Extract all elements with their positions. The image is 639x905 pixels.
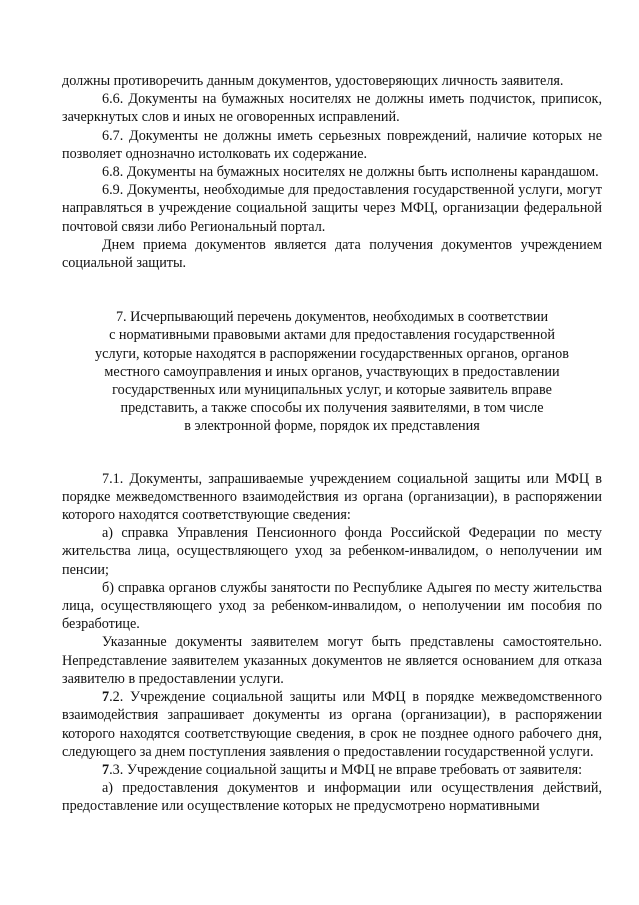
section-7-heading: [62, 308, 602, 435]
paragraph-self-submission: Указанные документы заявителем могут быть представлены самостоятельно. Непредставление заявителем указанных документов не является основанием для отказа заявителю в предоставлении услуги.: [62, 634, 602, 687]
paragraph-7-3-a: а) предоставления документов и информации или осуществления действий, предоставление или осуществление которых не предусмотрено нормативными: [62, 780, 602, 815]
paragraph-6-7: 6.7. Документы не должны иметь серьезных повреждений, наличие которых не позволяет однозначно истолковать их содержание.: [62, 127, 602, 162]
clause-number: 7: [102, 689, 110, 706]
heading-line: в электронной форме, порядок их представления: [184, 418, 480, 435]
clause-number: 7: [102, 761, 110, 778]
heading-line: с нормативными правовыми актами для предоставления государственной: [109, 327, 555, 344]
paragraph-7-1-a: а) справка Управления Пенсионного фонда Российской Федерации по месту жительства лица, осуществляющего уход за ребенком-инвалидом, о неполучении им пенсии;: [62, 525, 602, 578]
clause-text: .2. Учреждение социальной защиты или МФЦ в порядке межведомственного взаимодействия запрашивает документы из органа (организации), в распоряжении которого находятся соответствующие сведения, в срок не позднее одного рабочего дня, следующего за днем поступления заявления о предоставлении государственной услуги.: [62, 689, 602, 760]
document-page: [62, 72, 602, 816]
paragraph-6-9: 6.9. Документы, необходимые для предоставления государственной услуги, могут направляться в учреждение социальной защиты через МФЦ, организации федеральной почтовой связи либо Региональный портал.: [62, 182, 602, 235]
heading-line: государственных или муниципальных услуг, и которые заявитель вправе: [112, 382, 552, 399]
paragraph-receipt-day: Днем приема документов является дата получения документов учреждением социальной защиты.: [62, 236, 602, 272]
paragraph-7-1: 7.1. Документы, запрашиваемые учреждением социальной защиты или МФЦ в порядке межведомственного взаимодействия из органа (организации), в распоряжении которого находятся соответствующие сведения:: [62, 470, 602, 524]
paragraph-7-1-b: б) справка органов службы занятости по Республике Адыгея по месту жительства лица, осуществляющего уход за ребенком-инвалидом, о неполучении им пособия по безработице.: [62, 579, 602, 633]
heading-line: 7. Исчерпывающий перечень документов, необходимых в соответствии: [115, 309, 549, 326]
paragraph-6-8: 6.8. Документы на бумажных носителях не должны быть исполнены карандашом.: [102, 164, 599, 181]
heading-line: услуги, которые находятся в распоряжении государственных органов, органов: [95, 345, 569, 362]
paragraph-continuation: должны противоречить данным документов, удостоверяющих личность заявителя.: [62, 73, 564, 89]
clause-text: .3. Учреждение социальной защиты и МФЦ не вправе требовать от заявителя:: [109, 761, 583, 778]
paragraph-7-2: [62, 688, 602, 761]
paragraph-6-6: 6.6. Документы на бумажных носителях не должны иметь подчисток, приписок, зачеркнутых слов и иных не оговоренных исправлений.: [62, 91, 602, 126]
heading-line: местного самоуправления и иных органов, участвующих в предоставлении: [104, 363, 560, 380]
paragraph-7-3: [62, 761, 602, 779]
heading-line: представить, а также способы их получения заявителями, в том числе: [120, 400, 544, 417]
